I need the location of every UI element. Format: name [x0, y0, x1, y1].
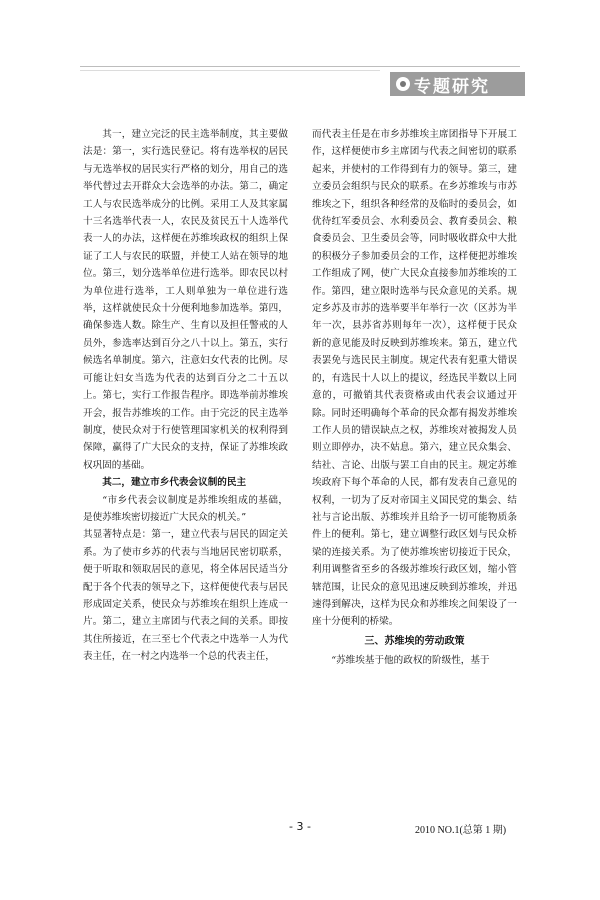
header-rule-secondary — [80, 70, 380, 71]
paragraph: 其一，建立完泛的民主选举制度，其主要做法是：第一，实行选民登记。将有选举权的居民与无选举权的居民实行严格的划分，用自己的选举代替过去开群众大会选举的办法。第二，确定工人与农民选举成分的比例。采用工人及其家属十三名选举代表一人，农民及贫民五十人选举代表一人的办法，这样便在苏维埃政权的组织上保证了工人与农民的联盟，并使工人站在领导的地位。第三，划分选举单位进行选举。即农民以村为单位进行选举，工人则单独为一单位进行选举，这样就使民众十分便利地参加选举。第四，确保参选人数。除生产、生育以及担任警戒的人员外，参选率达到百分之八十以上。第五，实行候选名单制度。第六，注意妇女代表的比例。尽可能让妇女当选为代表的达到百分之二十五以上。第七，实行工作报告程序。即选举前苏维埃开会，报告苏维埃的工作。由于完泛的民主选举制度，使民众对于行使管理国家机关的权利得到保障，赢得了广大民众的支持，保证了苏维埃政权巩固的基础。 — [83, 129, 288, 471]
paragraph: “苏维埃基于他的政权的阶级性，基于 — [331, 655, 490, 667]
paragraph: 而代表主任是在市乡苏维埃主席团指导下开展工作，这样便使市乡主席团与代表之间密切的联系起来，并使村的工作得到有力的领导。第三，建立委员会组织与民众的联系。在乡苏维埃与市苏维埃之下，组织各种经常的及临时的委员会，如优待红军委员会、水利委员会、教育委员会、粮食委员会、卫生委员会等，同时吸收群众中大批的积极分子参加委员会的工作，这样便把苏维埃工作组成了网，使广大民众直接参加苏维埃的工作。第四，建立限时选举与民众意见的关系。规定乡苏及市苏的选举要半年举行一次（区苏为半年一次，县苏省苏则每年一次），这样便于民众新的意见能及时反映到苏维埃来。第五，建立代表罢免与选民民主制度。规定代表有犯重大错误的，有选民十人以上的提议，经选民半数以上同意的，可撤销其代表资格或由代表会议通过开除。同时还明确每个革命的民众都有揭发苏维埃工作人员的错误缺点之权，苏维埃对被揭发人员则立即停办，决不姑息。第六，建立民众集会、结社、言论、出版与罢工自由的民主。规定苏维埃政府下每个革命的人民，都有发表自己意见的权利，一切为了反对帝国主义国民党的集会、结社与言论出版、苏维埃并且给予一切可能物质条件上的便利。第七，建立调整行政区划与民众桥梁的连接关系。为了使苏维埃密切接近于民众，利用调整省至乡的各级苏维埃行政区划，缩小管辖范围，让民众的意见迅速反映到苏维埃，并迅速得到解决，这样为民众和苏维埃之间架设了一座十分便利的桥梁。 — [312, 129, 517, 628]
header-rule — [80, 66, 520, 67]
right-column — [312, 126, 517, 670]
paragraph: 其显著特点是：第一，建立代表与居民的固定关系。为了使市乡苏的代表与当地居民密切联系，便于听取和领取居民的意见，将全体居民适当分配于各个代表的领导之下，这样便使代表与居民形成固定关系，使民众与苏维埃在组织上连成一片。第二，建立主席团与代表之间的关系。即按其住所接近，在三至七个代表之中选举一人为代表主任，在一村之内选举一个总的代表主任， — [83, 529, 288, 663]
circle-bullet-icon — [396, 77, 410, 91]
section-title: 专题研究 — [414, 76, 490, 97]
subheading: 其二，建立市乡代表会议制的民主 — [102, 477, 247, 489]
section-heading: 三、苏维埃的劳动政策 — [364, 635, 465, 647]
section-banner — [390, 72, 525, 96]
page-number: - 3 - — [289, 820, 311, 833]
issue-label: 2010 NO.1(总第 1 期) — [415, 825, 507, 836]
quote-paragraph: “市乡代表会议制度是苏维埃组成的基础，是使苏维埃密切接近广大民众的机关。” — [83, 494, 288, 523]
left-column — [83, 126, 288, 666]
